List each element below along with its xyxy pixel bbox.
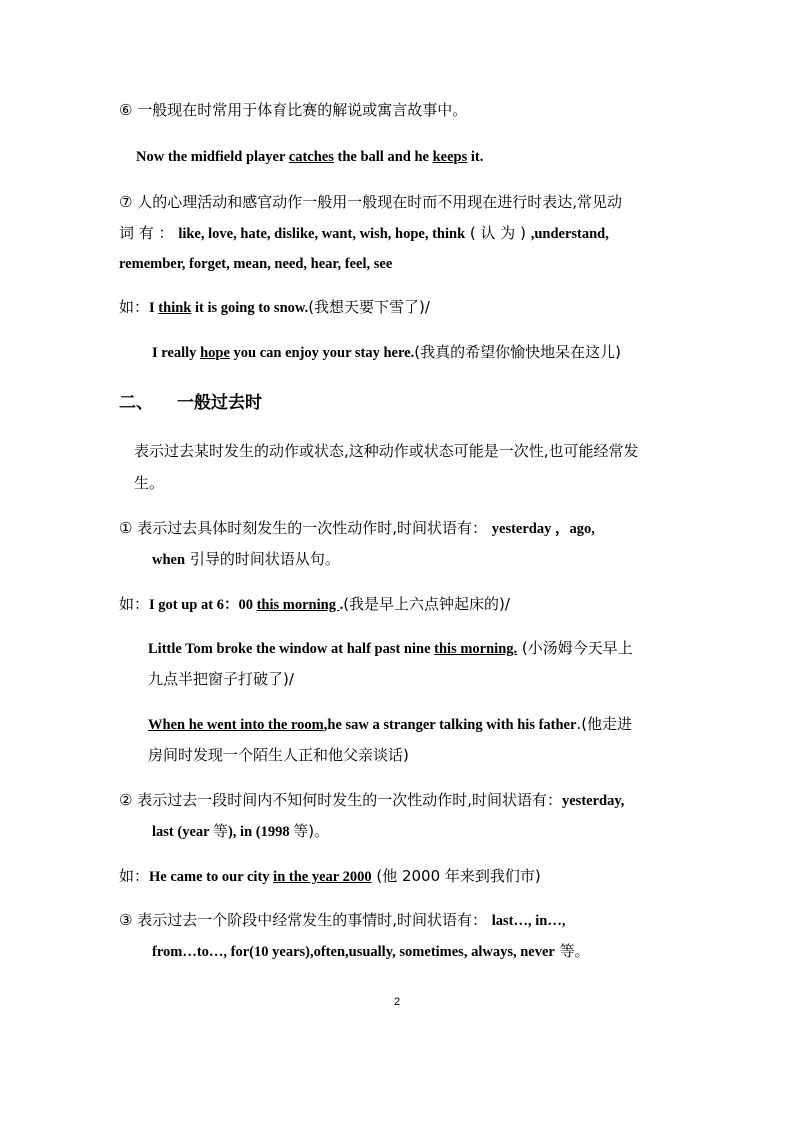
item-text: 引导的时间状语从句。	[185, 550, 340, 568]
example-stranger-line-1	[148, 714, 632, 735]
example-text: it.	[467, 149, 484, 165]
example-hope	[152, 342, 621, 363]
rule-6-text: ⑥ 一般现在时常用于体育比赛的解说或寓言故事中。	[119, 101, 468, 119]
example-got-up	[119, 594, 510, 615]
item-text: ③ 表示过去一个阶段中经常发生的事情时,时间状语有：	[119, 911, 492, 929]
page-number: 2	[394, 996, 401, 1008]
translation: (他 2000 年来到我们市)	[371, 867, 541, 885]
example-text: I really	[152, 345, 201, 361]
rule-7-text: ⑦ 人的心理活动和感官动作一般用一般现在时而不用现在进行时表达,常见动	[119, 193, 622, 211]
translation: 九点半把窗子打破了)/	[148, 670, 294, 688]
item-text: ② 表示过去一段时间内不知何时发生的一次性动作时,时间状语有：	[119, 791, 562, 809]
adverbial-list: last (year	[152, 824, 213, 840]
rule-7-line-3	[119, 254, 392, 274]
translation: (我想天要下雪了)/	[308, 298, 430, 316]
verb-list: ,understand,	[530, 226, 609, 242]
item-2-line-2	[152, 821, 329, 842]
example-text: Now the midfield player	[136, 149, 289, 165]
example-prefix: 如：	[119, 298, 150, 316]
rule-7-line-2	[119, 223, 669, 244]
item-3-line-2	[152, 941, 590, 962]
example-prefix: 如：	[119, 867, 150, 885]
example-text: ,he saw a stranger talking with his father	[323, 717, 577, 733]
underlined-adverbial: in the year 2000	[273, 869, 372, 885]
section-heading	[119, 393, 262, 413]
rule-7-line-1	[119, 192, 622, 212]
intro-text: 表示过去某时发生的动作或状态,这种动作或状态可能是一次性,也可能经常发	[134, 442, 639, 460]
verb-list: remember, forget, mean, need, hear, feel, see	[119, 256, 393, 272]
example-text: the ball and he	[333, 149, 433, 165]
translation: (我是早上六点钟起床的)/	[343, 595, 510, 613]
item-text: 等	[293, 822, 309, 840]
item-text: )。	[308, 822, 330, 840]
underlined-adverbial: this morning.	[434, 641, 518, 657]
example-stranger-line-2	[148, 745, 409, 765]
example-text: it is going to snow.	[191, 300, 309, 316]
example-think	[119, 297, 430, 318]
translation: (小汤姆今天早上	[517, 639, 633, 657]
adverbial-list: yesterday ，ago,	[491, 521, 595, 537]
example-text: you can enjoy your stay here.	[229, 345, 415, 361]
rule-7-text: ( 认 为 )	[465, 224, 531, 242]
adverbial-list: last…, in…,	[491, 913, 566, 929]
example-text: Little Tom broke the window at half past nine	[148, 641, 435, 657]
rule-7-text: 词 有 ：	[119, 224, 179, 242]
underlined-verb: catches	[288, 149, 334, 165]
past-tense-intro-line-2	[134, 473, 164, 493]
example-text: I	[149, 300, 159, 316]
example-text: I got up at 6：00	[149, 597, 257, 613]
example-came-to-city	[119, 866, 541, 887]
item-3-line-1	[119, 910, 565, 931]
adverbial-list: yesterday,	[562, 793, 625, 809]
item-text: 等	[212, 822, 228, 840]
underlined-adverbial: When he went into the room	[148, 717, 324, 733]
item-text: 等。	[554, 942, 590, 960]
example-midfield	[136, 147, 483, 167]
underlined-adverbial: this morning	[256, 597, 340, 613]
translation: 房间时发现一个陌生人正和他父亲谈话)	[148, 746, 409, 764]
underlined-verb: think	[158, 300, 192, 316]
example-text: He came to our city	[149, 869, 274, 885]
example-text: .	[339, 597, 344, 613]
verb-list: like, love, hate, dislike, want, wish, hope, think	[178, 226, 466, 242]
adverbial-list: from…to…, for(10 years),often,usually, sometimes, always, never	[152, 944, 555, 960]
underlined-verb: keeps	[432, 149, 468, 165]
past-tense-intro-line-1	[134, 441, 639, 461]
intro-text: 生。	[134, 474, 165, 492]
adverbial-list: when	[152, 552, 186, 568]
adverbial-list: ), in (1998	[227, 824, 294, 840]
rule-6-paragraph	[119, 100, 467, 120]
underlined-verb: hope	[200, 345, 230, 361]
item-1-line-1	[119, 518, 595, 539]
translation: .(他走进	[576, 715, 633, 733]
example-prefix: 如：	[119, 595, 150, 613]
item-text: ① 表示过去具体时刻发生的一次性动作时,时间状语有：	[119, 519, 492, 537]
example-little-tom-line-1	[148, 638, 633, 659]
section-number: 二、	[119, 393, 153, 413]
item-1-line-2	[152, 549, 340, 570]
translation: (我真的希望你愉快地呆在这儿)	[414, 343, 621, 361]
section-title: 一般过去时	[177, 393, 262, 413]
example-little-tom-line-2	[148, 669, 294, 689]
item-2-line-1	[119, 790, 624, 811]
